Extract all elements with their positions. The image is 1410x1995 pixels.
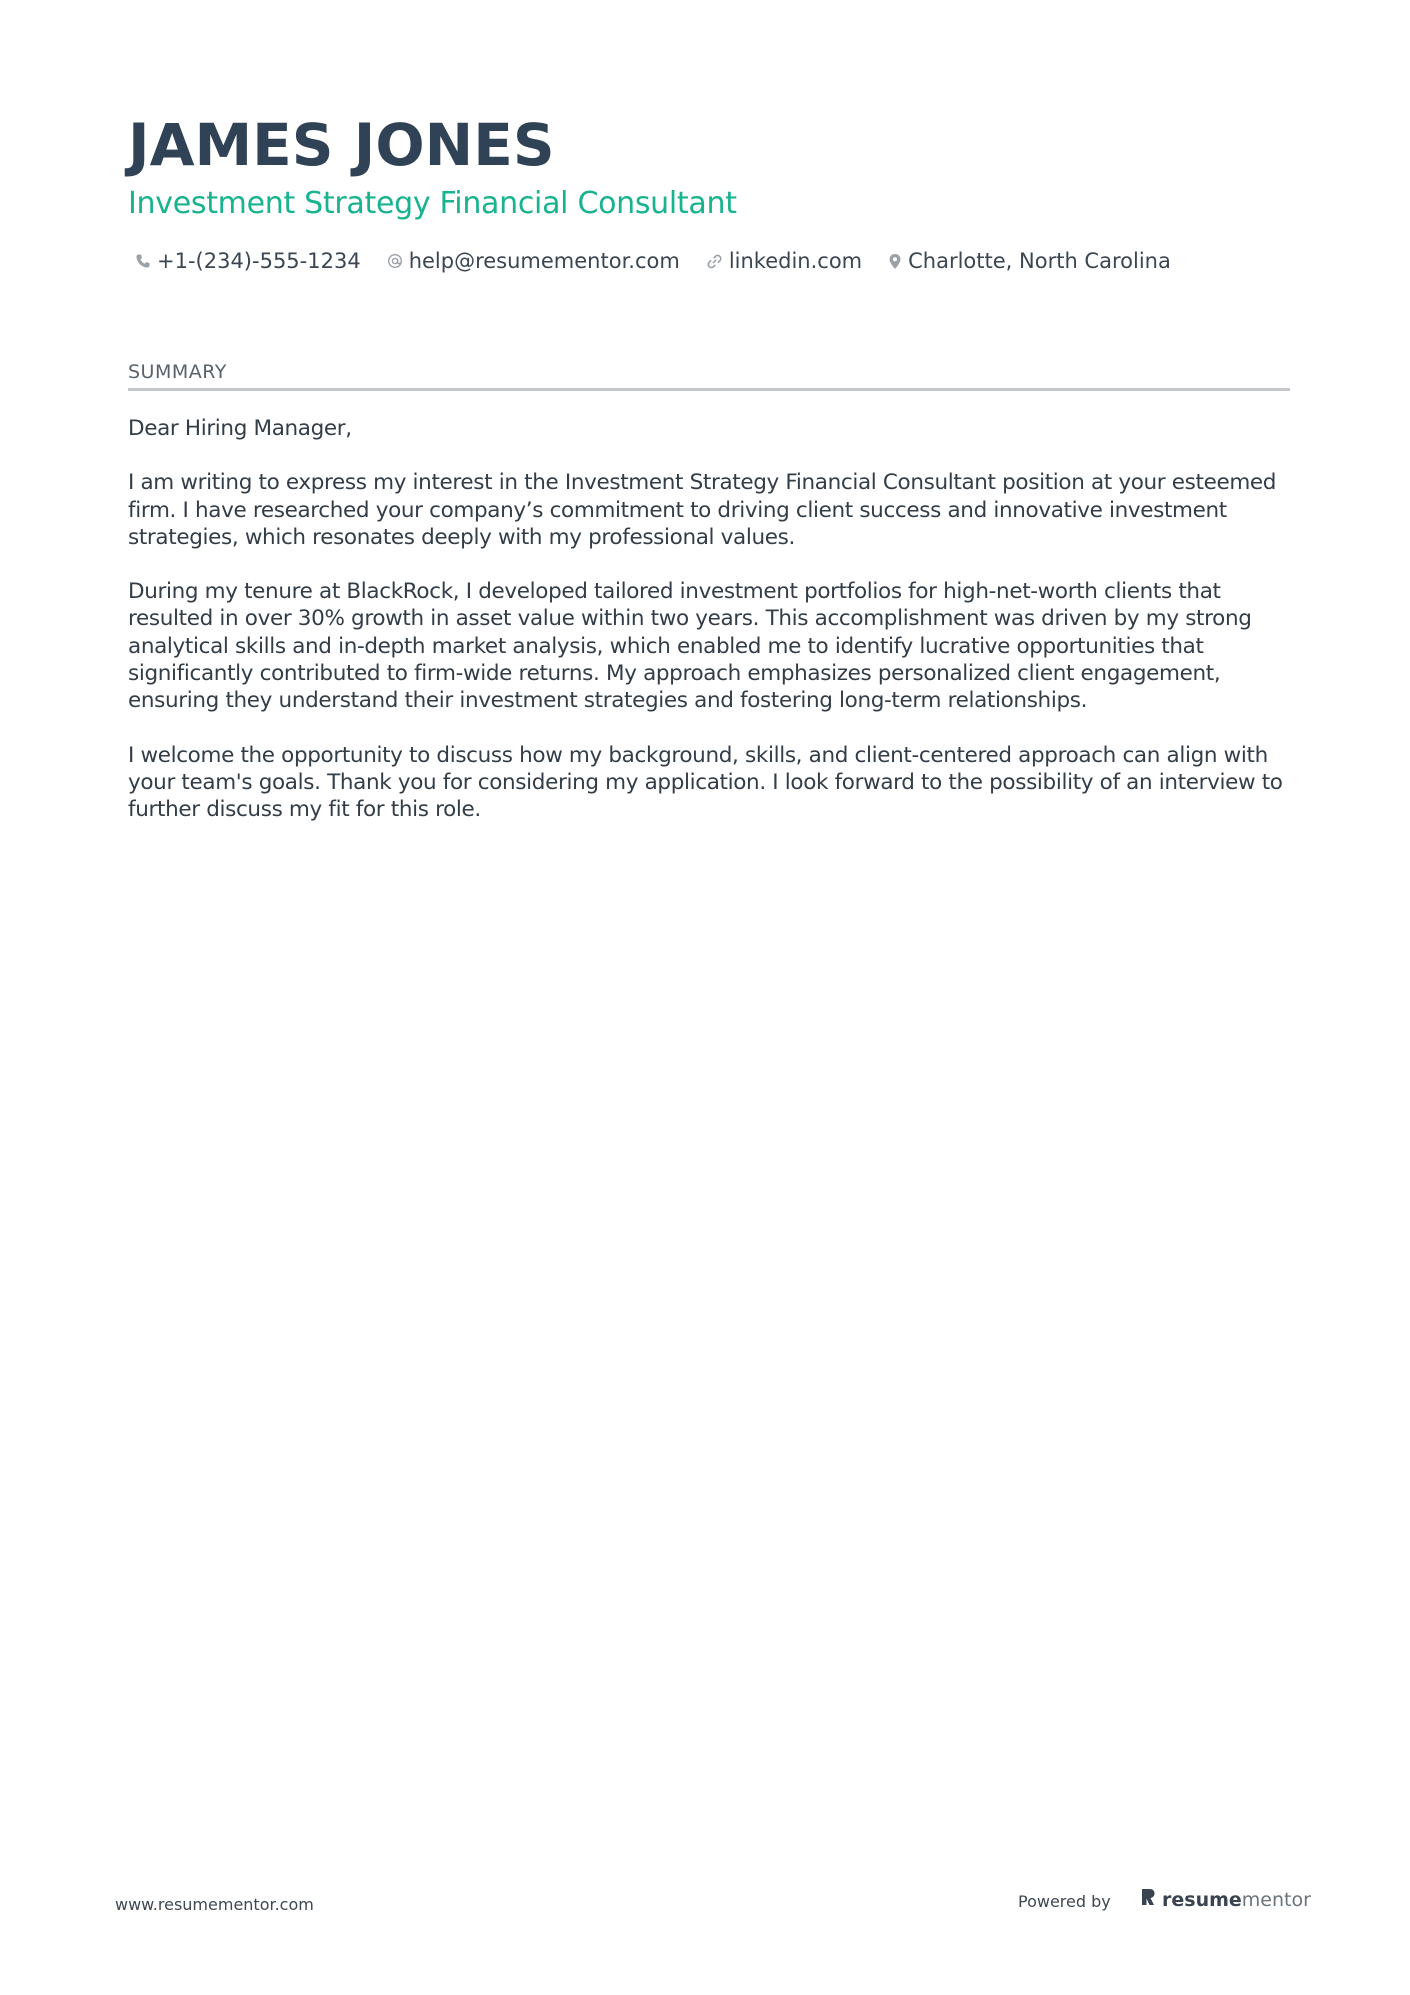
link-icon bbox=[706, 253, 723, 270]
candidate-name: JAMES JONES bbox=[128, 111, 555, 179]
contact-linkedin[interactable] bbox=[706, 249, 862, 273]
letter-paragraph: I am writing to express my interest in the Investment Strategy Financial Consultant position at your esteemed firm. I have researched your company’s commitment to driving client success and innovative investment strategies, which resonates deeply with my professional values. bbox=[128, 470, 1277, 550]
contact-bar bbox=[135, 245, 1171, 277]
logo-mark-icon bbox=[1140, 1887, 1156, 1912]
linkedin-text[interactable]: linkedin.com bbox=[728, 249, 863, 273]
location-pin-icon bbox=[888, 253, 902, 270]
contact-location bbox=[888, 249, 1171, 273]
letter-paragraph: I welcome the opportunity to discuss how my background, skills, and client-centered approach can align with your team's goals. Thank you for considering my application. I look forward to the possibility of an interview to further discuss my fit for this role. bbox=[128, 742, 1283, 823]
at-icon bbox=[387, 253, 403, 269]
letter-paragraph: During my tenure at BlackRock, I developed tailored investment portfolios for high-net-worth clients that resulted in over 30% growth in asset value within two years. This accomplishment was driven by my strong analytical skills and in-depth market analysis, which enabled me to identify lucrative opportunities that significantly contributed to firm-wide returns. My approach emphasizes personalized client engagement, ensuring they understand their investment strategies and fostering long-term relationships. bbox=[128, 579, 1252, 714]
salutation: Dear Hiring Manager, bbox=[128, 416, 352, 441]
contact-email[interactable] bbox=[387, 249, 680, 273]
resumementor-logo[interactable] bbox=[1140, 1887, 1311, 1912]
summary-heading: SUMMARY bbox=[128, 360, 1290, 391]
phone-text: +1-(234)-555-1234 bbox=[157, 249, 361, 273]
footer-powered-by: Powered by bbox=[1018, 1892, 1111, 1911]
brand-light-text: mentor bbox=[1241, 1888, 1311, 1911]
email-text[interactable]: help@resumementor.com bbox=[408, 249, 680, 273]
location-text: Charlotte, North Carolina bbox=[908, 249, 1171, 273]
cover-letter-body bbox=[128, 415, 1290, 851]
footer-website-link[interactable]: www.resumementor.com bbox=[115, 1895, 314, 1914]
brand-bold-text: resume bbox=[1162, 1888, 1242, 1911]
phone-icon bbox=[135, 253, 151, 269]
contact-phone bbox=[135, 249, 361, 273]
job-title: Investment Strategy Financial Consultant bbox=[128, 186, 737, 221]
